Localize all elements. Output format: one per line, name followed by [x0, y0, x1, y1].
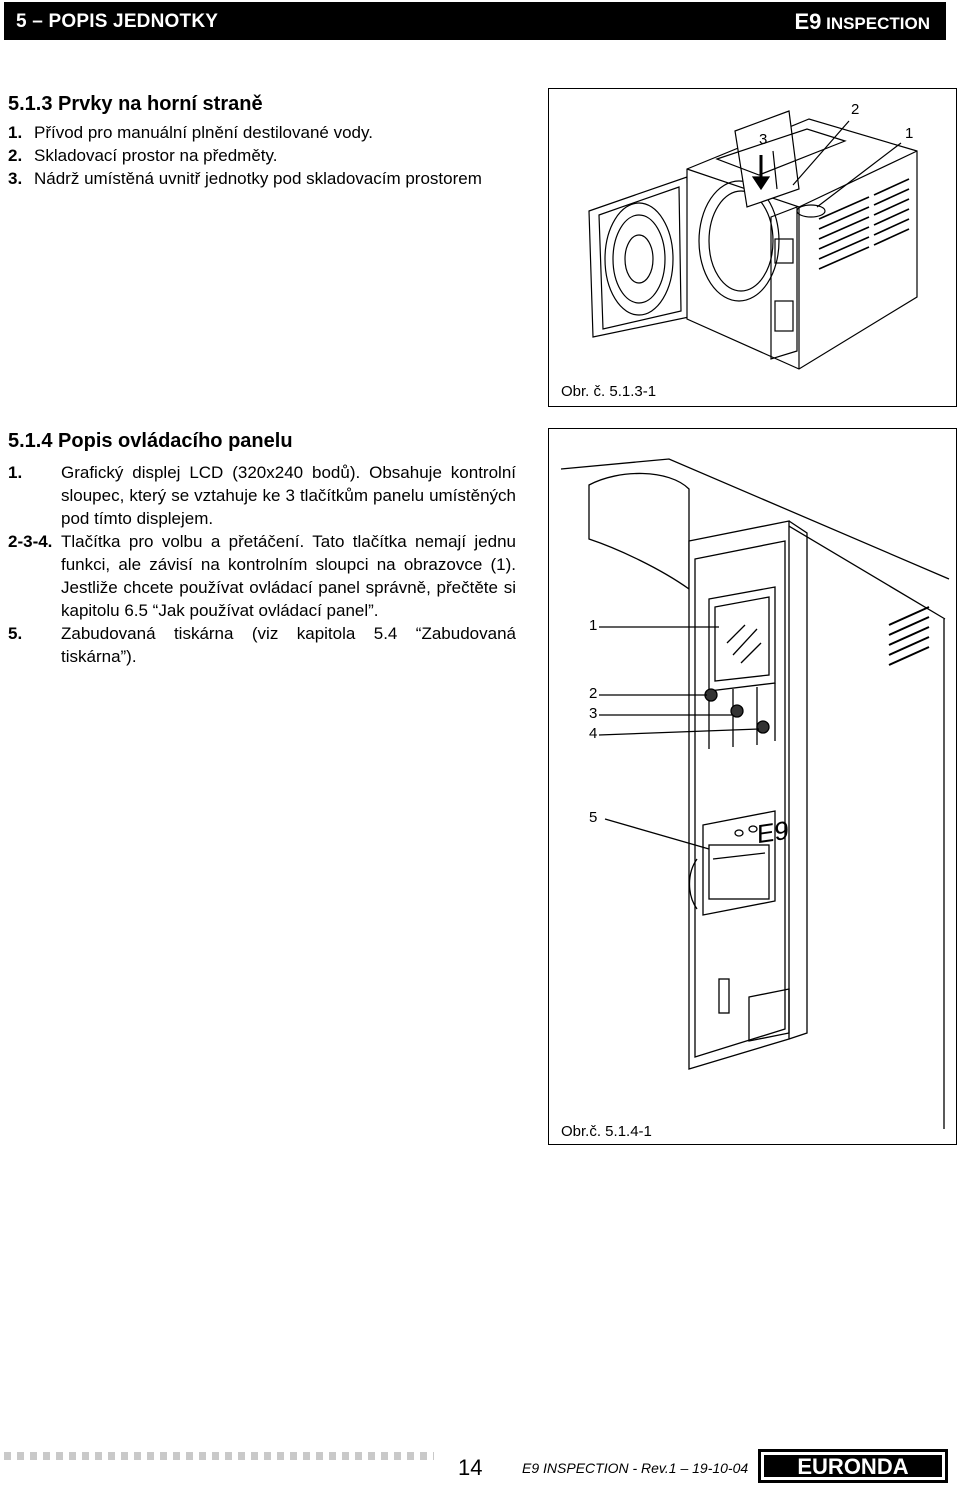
- list-item: 1. Přívod pro manuální plnění destilované vody.: [8, 123, 373, 142]
- figure-label: 3: [759, 131, 768, 148]
- figure-caption: Obr. č. 5.1.3-1: [561, 383, 657, 400]
- section-title: 5 – POPIS JEDNOTKY: [16, 11, 219, 32]
- list-item: 3. Nádrž umístěná uvnitř jednotky pod skladovacím prostorem: [8, 169, 482, 188]
- autoclave-top-illustration: [549, 89, 956, 406]
- figure-label: 1: [589, 617, 598, 634]
- figure-control-panel: [548, 428, 957, 1145]
- list-item: 2. Skladovací prostor na předměty.: [8, 146, 278, 165]
- list-item: 1. Grafický displej LCD (320x240 bodů). Obsahuje kontrolní sloupec, který se vztahuje ke 3 tlačítkům panelu umístěných pod tímto displejem.: [8, 463, 516, 528]
- figure-label: 2: [589, 685, 598, 702]
- section-513-list: [8, 121, 516, 190]
- section-514-list: [8, 461, 516, 668]
- footer-divider: [4, 1452, 434, 1460]
- section-514-heading: 5.1.4 Popis ovládacího panelu: [8, 430, 293, 452]
- figure-label: 5: [589, 809, 598, 826]
- page-header: [4, 2, 946, 40]
- euronda-logo: [758, 1449, 948, 1483]
- section-513-heading: 5.1.3 Prvky na horní straně: [8, 93, 263, 115]
- footer-doc-info: E9 INSPECTION - Rev.1 – 19-10-04: [522, 1460, 749, 1476]
- figure-label: 1: [905, 125, 914, 142]
- svg-text:EURONDA: EURONDA: [797, 1454, 909, 1479]
- figure-caption: Obr.č. 5.1.4-1: [561, 1123, 652, 1140]
- list-item: 5. Zabudovaná tiskárna (viz kapitola 5.4 “Zabudovaná tiskárna”).: [8, 624, 516, 666]
- figure-label: 4: [589, 725, 598, 742]
- panel-e9-mark: E9: [757, 814, 789, 850]
- product-title: E9 INSPECTION: [794, 9, 930, 34]
- figure-label: 2: [851, 101, 860, 118]
- figure-top-elements: [548, 88, 957, 407]
- page-number: 14: [458, 1455, 483, 1480]
- control-panel-illustration: [549, 429, 956, 1144]
- figure-label: 3: [589, 705, 598, 722]
- list-item: 2-3-4. Tlačítka pro volbu a přetáčení. Tato tlačítka nemají jednu funkci, ale závisí na kontrolním sloupci na obrazovce (1). Jestliže chcete používat ovládací panel správně, přečtěte si kapitolu 6.5 “Jak používat ovládací panel”.: [8, 532, 516, 620]
